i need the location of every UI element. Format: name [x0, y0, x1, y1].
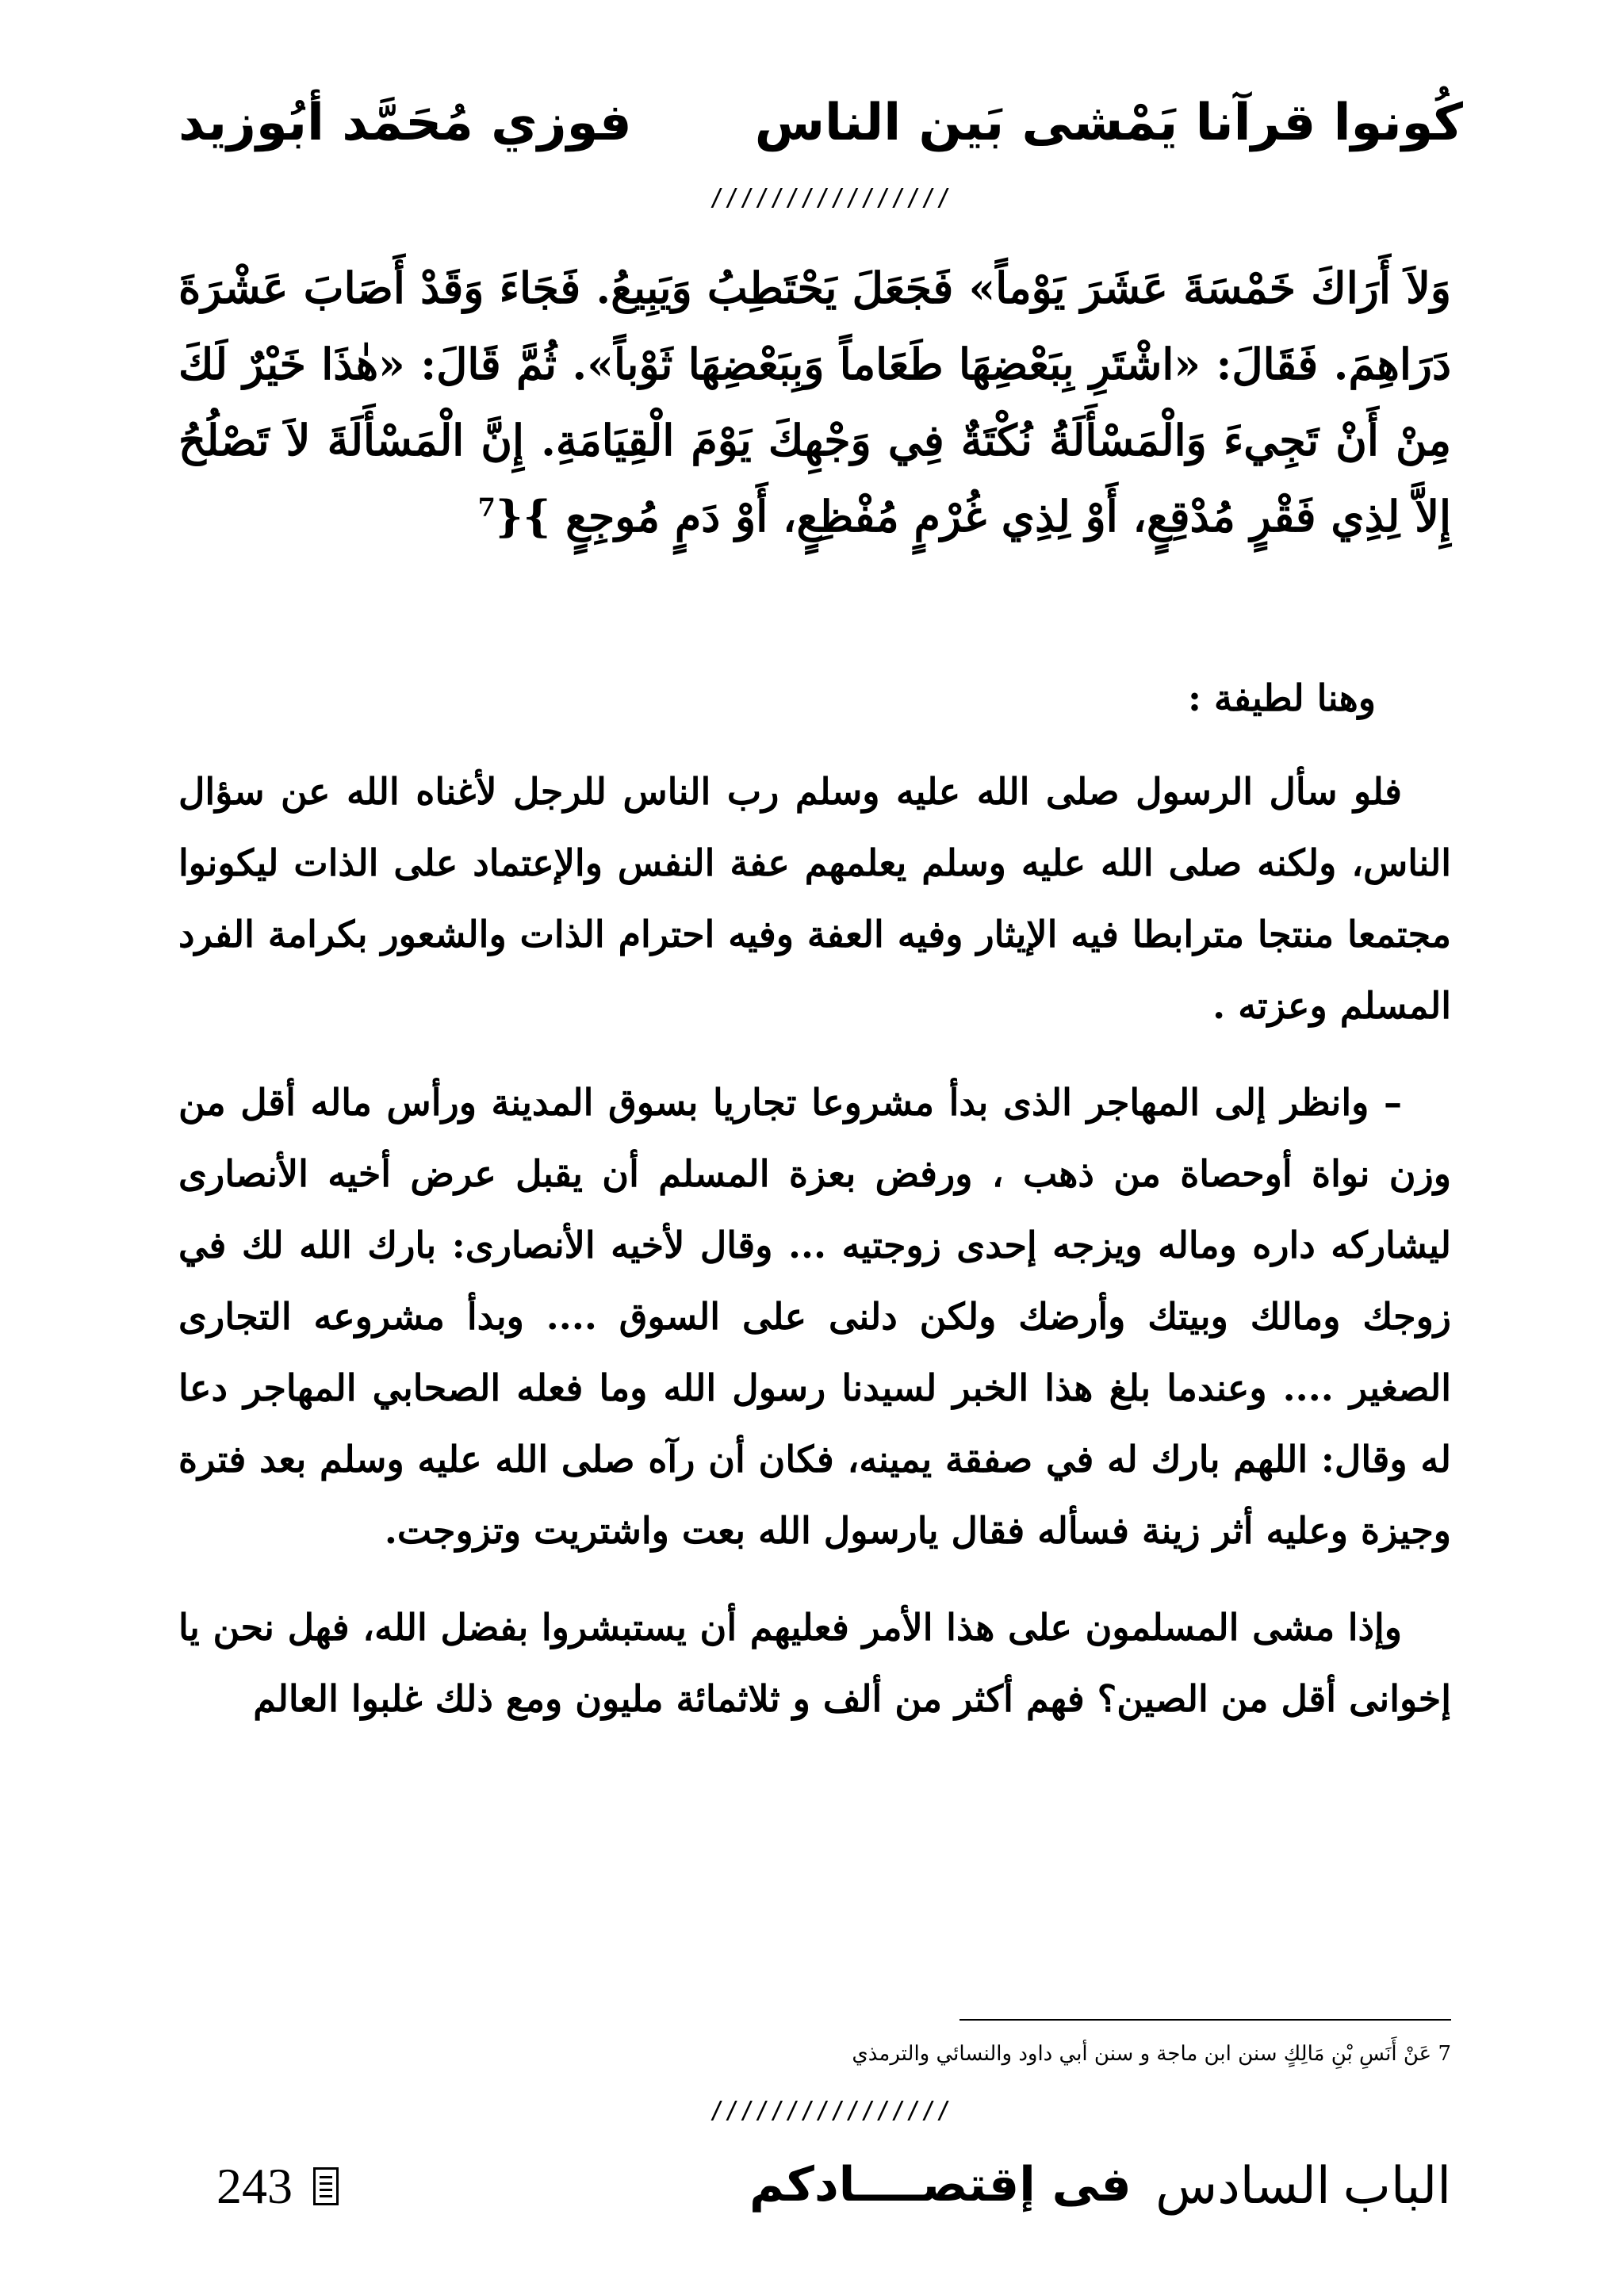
paragraph: وإذا مشى المسلمون على هذا الأمر فعليهم أن يستبشروا بفضل الله، فهل نحن يا إخوانى أقل من الصين؟ فهم أكثر من ألف و ثلاثمائة مليون ومع ذلك غلبوا العالم [178, 1606, 1451, 1720]
book-title: كُونوا قرآنا يَمْشى بَين الناس [754, 94, 1463, 152]
page-number-group [216, 2157, 339, 2216]
chapter-title: الباب السادس [1155, 2158, 1451, 2214]
paragraph: فلو سأل الرسول صلى الله عليه وسلم رب الناس للرجل لأغناه الله عن سؤال الناس، ولكنه صلى الله عليه وسلم يعلمهم عفة النفس والإعتماد على الذات ليكونوا مجتمعا منتجا مترابطا فيه الإيثار وفيه العفة وفيه احترام الذات والشعور بكرامة الفرد المسلم وعزته . [178, 770, 1451, 1027]
hadith-text-block [178, 250, 1451, 554]
section-label: وهنا لطيفة : [1188, 676, 1376, 719]
footnote-divider [959, 2019, 1451, 2021]
header-separator: //////////////// [710, 184, 952, 212]
paragraph: – وانظر إلى المهاجر الذى بدأ مشروعا تجاريا بسوق المدينة ورأس ماله أقل من وزن نواة أوحصاة من ذهب ، ورفض بعزة المسلم أن يقبل عرض أخيه الأنصارى ليشاركه داره وماله ويزجه إحدى زوجتيه ... وقال لأخيه الأنصارى: بارك الله لك في زوجك ومالك وبيتك وأرضك ولكن دلنى على السوق .... وبدأ مشروعه التجارى الصغير .... وعندما بلغ هذا الخبر لسيدنا رسول الله وما فعله الصحابي المهاجر دعا له وقال: اللهم بارك له في صفقة يمينه، فكان أن رآه صلى الله عليه وسلم بعد فترة وجيزة وعليه أثر زينة فسأله فقال يارسول الله بعت واشتريت وتزوجت. [178, 1081, 1451, 1552]
body-text [178, 662, 1451, 1760]
page-header [178, 94, 1463, 181]
page-number: 243 [216, 2158, 293, 2214]
page-lines-icon [313, 2167, 339, 2205]
footer-separator: //////////////// [710, 2097, 952, 2124]
hadith-text: وَلاَ أَرَاكَ خَمْسَةَ عَشَرَ يَوْماً» فَجَعَلَ يَحْتَطِبُ وَيَبِيعُ. فَجَاءَ وَقَدْ أَصَابَ عَشْرَةَ دَرَاهِمَ. فَقَالَ: «اشْتَرِ بِبَعْضِهَا طَعَاماً وَبِبَعْضِهَا ثَوْباً». ثُمَّ قَالَ: «هٰذَا خَيْرٌ لَكَ مِنْ أَنْ تَجِيءَ وَالْمَسْأَلَةُ نُكْتَةٌ فِي وَجْهِكَ يَوْمَ الْقِيَامَةِ. إِنَّ الْمَسْأَلَةَ لاَ تَصْلُحُ إِلاَّ لِذِي فَقْرٍ مُدْقِعٍ، أَوْ لِذِي غُرْمٍ مُفْظِعٍ، أَوْ دَمٍ مُوجِعٍ }{ [178, 262, 1451, 542]
footnote [710, 2038, 1451, 2070]
footnote-reference[interactable]: 7 [477, 492, 496, 523]
author-name: فوزي مُحَمَّد أبُوزيد [178, 94, 632, 152]
footnote-number: 7 [1438, 2042, 1451, 2066]
footnote-text: عَنْ أَنَسِ بْنِ مَالِكٍ سنن ابن ماجة و سنن أبي داود والنسائي والترمذي [852, 2042, 1432, 2066]
booklet-title: فى إقتصــــادكم [749, 2157, 1132, 2212]
page-footer [178, 2157, 1451, 2244]
